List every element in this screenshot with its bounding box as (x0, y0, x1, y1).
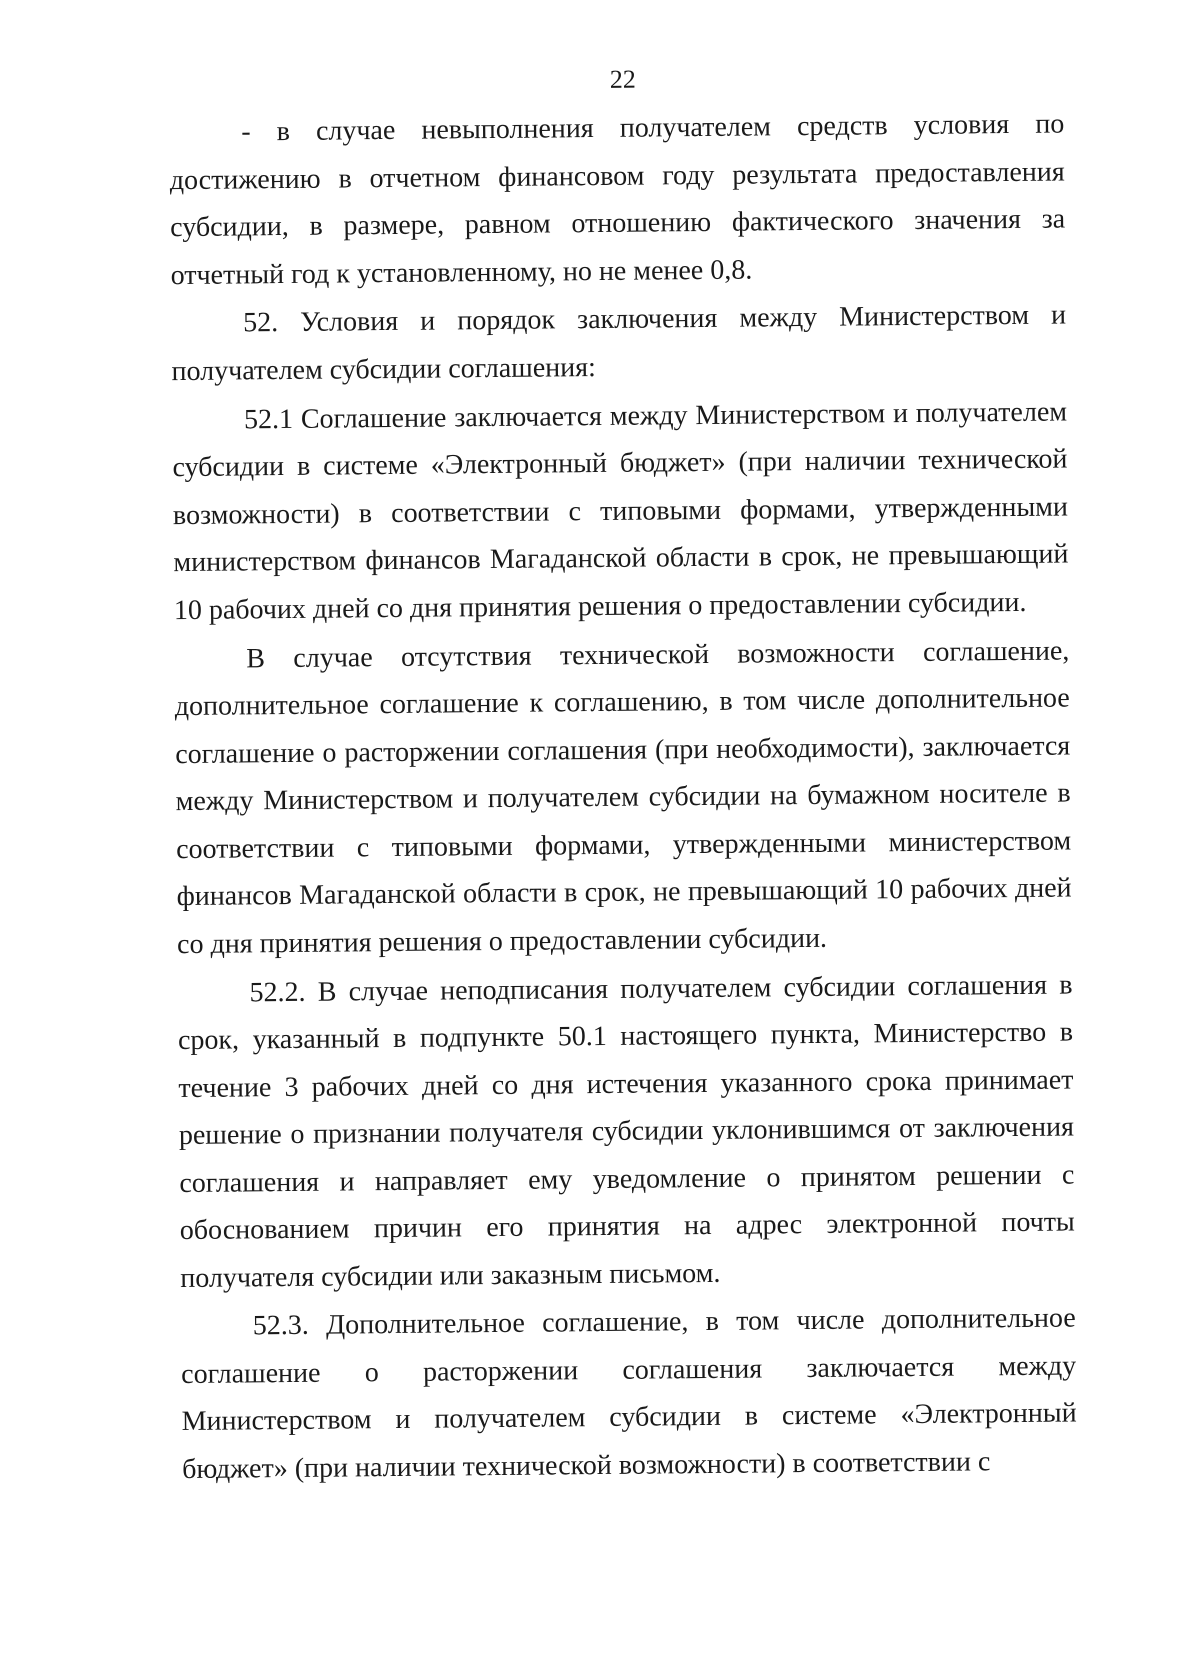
paragraph-52: 52. Условия и порядок заключения между Министерством и получателем субсидии соглашения: (171, 299, 1067, 387)
paragraph-52-3: 52.3. Дополнительное соглашение, в том числе дополнительное соглашение о расторжении соглашения заключается между Министерством и получателем субсидии в системе «Электронный бюджет» (при наличии технической возможности) в соответствии с (181, 1302, 1077, 1485)
document-body (169, 101, 1077, 1495)
page-number: 22 (609, 64, 636, 94)
paragraph-paper-agreement: В случае отсутствия технической возможности соглашение, дополнительное соглашение к соглашению, в том числе дополнительное соглашение о расторжении соглашения (при необходимости), заключается между Министерством и получателем субсидии на бумажном носителе в соответствии с типовыми формами, утвержденными министерством финансов Магаданской области в срок, не превышающий 10 рабочих дней со дня принятия решения о предоставлении субсидии. (174, 635, 1072, 960)
paragraph-penalty-condition: - в случае невыполнения получателем средств условия по достижению в отчетном финансовом году результата предоставления субсидии, в размере, равном отношению фактического значения за отчетный год к установленному, но не менее 0,8. (169, 108, 1066, 291)
paragraph-52-2: 52.2. В случае неподписания получателем субсидии соглашения в срок, указанный в подпункте 50.1 настоящего пункта, Министерство в течение 3 рабочих дней со дня истечения указанного срока принимает решение о признании получателя субсидии уклонившимся от заключения соглашения и направляет ему уведомление о принятом решении с обоснованием причин его принятия на адрес электронной почты получателя субсидии или заказным письмом. (177, 969, 1075, 1294)
paragraph-52-1: 52.1 Соглашение заключается между Министерством и получателем субсидии в системе «Электронный бюджет» (при наличии технической возможности) в соответствии с типовыми формами, утвержденными министерством финансов Магаданской области в срок, не превышающий 10 рабочих дней со дня принятия решения о предоставлении субсидии. (172, 396, 1069, 626)
